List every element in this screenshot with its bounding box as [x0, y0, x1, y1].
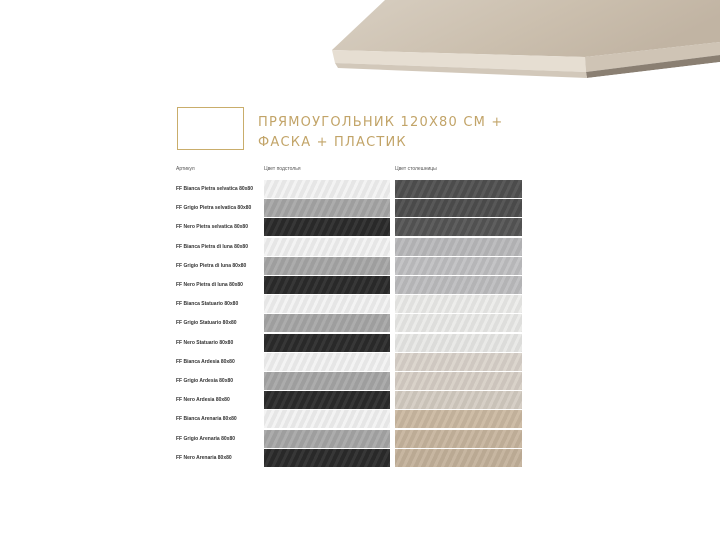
title-line-1: ПРЯМОУГОЛЬНИК 120Х80 СМ + [258, 115, 504, 130]
top-color-swatch [395, 410, 522, 428]
base-color-swatch [264, 238, 390, 256]
top-color-swatch [395, 238, 522, 256]
top-color-swatch [395, 314, 522, 332]
tabletop-image [0, 0, 720, 110]
table-row [0, 257, 720, 276]
article-label: FF Grigio Ardesia 80x80 [176, 378, 234, 384]
table-row [0, 276, 720, 295]
table-row [0, 353, 720, 372]
base-color-swatch [264, 257, 390, 275]
table-row [0, 218, 720, 237]
column-header-base-color: Цвет подстолья [264, 166, 301, 172]
base-color-swatch [264, 372, 390, 390]
article-label: FF Nero Arenaria 80x80 [176, 454, 232, 461]
table-row [0, 372, 720, 391]
top-color-swatch [395, 199, 522, 217]
top-color-swatch [395, 218, 522, 236]
top-color-swatch [395, 257, 522, 275]
top-color-swatch [395, 430, 522, 448]
base-color-swatch [264, 410, 390, 428]
table-row [0, 410, 720, 429]
base-color-swatch [264, 180, 390, 198]
top-color-swatch [395, 372, 522, 390]
table-row [0, 199, 720, 218]
base-color-swatch [264, 391, 390, 409]
column-header-top-color: Цвет столешницы [395, 166, 437, 172]
article-label: FF Grigio Pietra selvatica 80x80 [176, 205, 252, 212]
base-color-swatch [264, 314, 390, 332]
article-label: FF Bianca Arenaria 80x80 [176, 416, 237, 423]
top-color-swatch [395, 353, 522, 371]
table-row [0, 238, 720, 257]
title-line-2: ФАСКА + ПЛАСТИК [258, 135, 407, 150]
article-label: FF Grigio Statuario 80x80 [176, 320, 237, 327]
table-row [0, 334, 720, 353]
base-color-swatch [264, 353, 390, 371]
table-row [0, 449, 720, 468]
table-row [0, 314, 720, 333]
base-color-swatch [264, 334, 390, 352]
base-color-swatch [264, 449, 390, 467]
column-header-article: Артикул [176, 166, 195, 172]
top-color-swatch [395, 449, 522, 467]
top-color-swatch [395, 334, 522, 352]
article-label: FF Nero Statuario 80x80 [176, 339, 234, 346]
top-color-swatch [395, 276, 522, 294]
base-color-swatch [264, 199, 390, 217]
title-frame [177, 107, 244, 150]
top-color-swatch [395, 295, 522, 313]
table-row [0, 295, 720, 314]
article-label: FF Bianca Pietra di luna 80x80 [176, 243, 248, 250]
article-label: FF Bianca Ardesia 80x80 [176, 358, 235, 365]
base-color-swatch [264, 430, 390, 448]
top-color-swatch [395, 180, 522, 198]
page-title [258, 113, 503, 153]
table-row [0, 180, 720, 199]
table-row [0, 430, 720, 449]
base-color-swatch [264, 276, 390, 294]
article-label: FF Nero Pietra di luna 80x80 [176, 282, 243, 288]
article-label: FF Bianca Pietra selvatica 80x80 [176, 186, 253, 192]
base-color-swatch [264, 218, 390, 236]
article-label: FF Grigio Pietra di luna 80x80 [176, 262, 247, 269]
article-label: FF Nero Ardesia 80x80 [176, 397, 230, 404]
base-color-swatch [264, 295, 390, 313]
article-label: FF Bianca Statuario 80x80 [176, 301, 239, 308]
top-color-swatch [395, 391, 522, 409]
article-label: FF Nero Pietra selvatica 80x80 [176, 224, 248, 231]
table-row [0, 391, 720, 410]
article-label: FF Grigio Arenaria 80x80 [176, 435, 236, 442]
